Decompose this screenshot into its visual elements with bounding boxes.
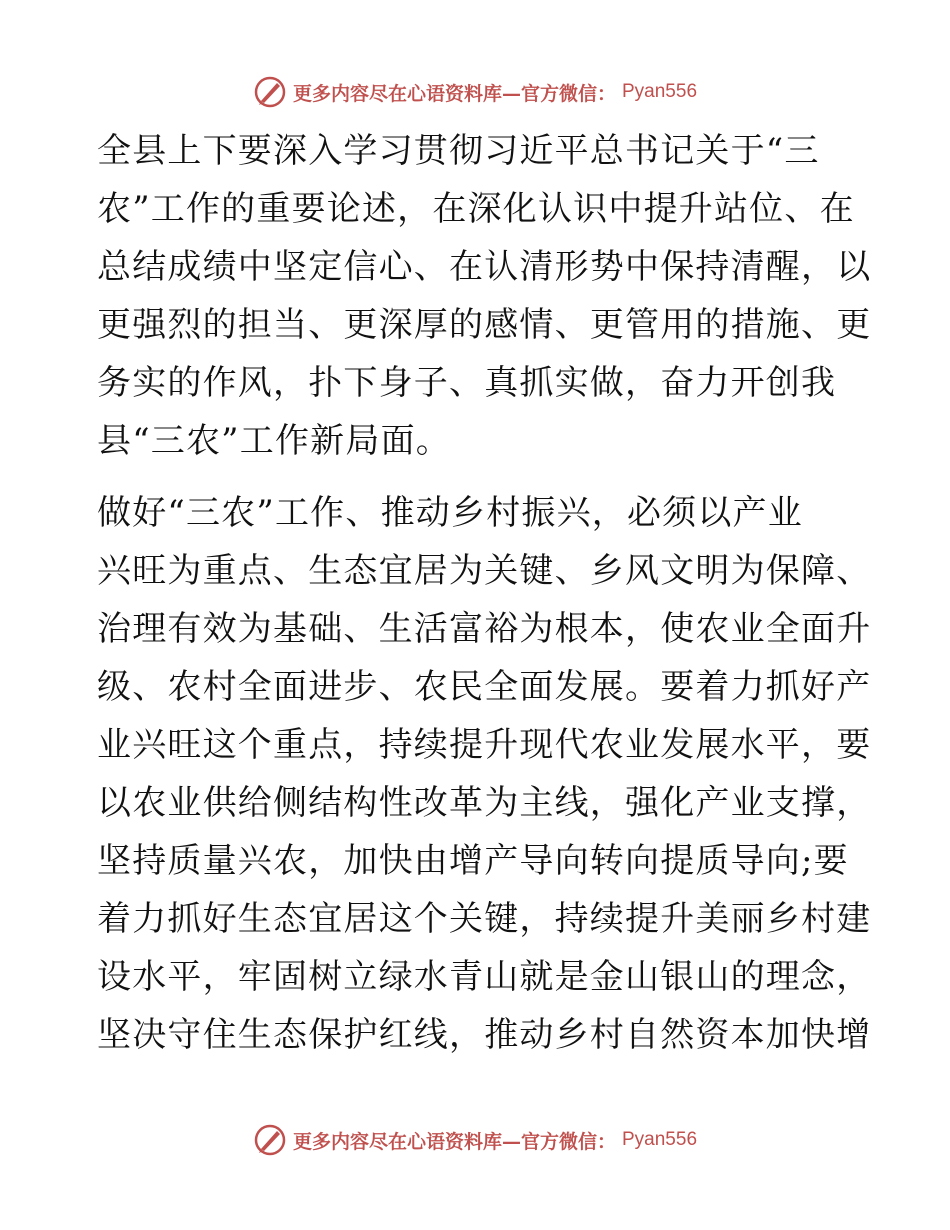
footer-watermark [0, 1120, 950, 1160]
watermark-text: 更多内容尽在心语资料库—官方微信： [292, 1130, 616, 1153]
watermark-wechat-id: Pyan556 [622, 81, 698, 102]
paragraph-line: 设水平，牢固树立绿水青山就是金山银山的理念， [97, 957, 872, 997]
paragraph-2 [97, 484, 872, 1064]
watermark-text: 更多内容尽在心语资料库—官方微信： [292, 82, 616, 105]
paragraph-line: 务实的作风，扑下身子、真抓实做，奋力开创我 [97, 363, 837, 403]
paragraph-line: 治理有效为基础、生活富裕为根本，使农业全面升 [97, 609, 872, 649]
header-watermark [0, 72, 950, 112]
watermark-wechat-id: Pyan556 [622, 1129, 698, 1150]
quill-logo-icon [253, 1123, 287, 1157]
paragraph-line: 总结成绩中坚定信心、在认清形势中保持清醒，以 [97, 247, 872, 287]
paragraph-line: 做好“三农”工作、推动乡村振兴，必须以产业 [97, 493, 803, 533]
paragraph-line: 以农业供给侧结构性改革为主线，强化产业支撑， [97, 783, 872, 823]
paragraph-line: 坚决守住生态保护红线，推动乡村自然资本加快增 [97, 1015, 872, 1055]
paragraph-line: 兴旺为重点、生态宜居为关键、乡风文明为保障、 [97, 551, 872, 591]
paragraph-line: 更强烈的担当、更深厚的感情、更管用的措施、更 [97, 305, 872, 345]
paragraph-spacer [97, 470, 857, 484]
paragraph-line: 坚持质量兴农，加快由增产导向转向提质导向;要 [97, 841, 849, 881]
paragraph-line: 着力抓好生态宜居这个关键，持续提升美丽乡村建 [97, 899, 872, 939]
paragraph-line: 农”工作的重要论述，在深化认识中提升站位、在 [97, 189, 855, 229]
document-body [97, 122, 872, 1064]
quill-logo-icon [253, 75, 287, 109]
paragraph-1 [97, 122, 872, 470]
paragraph-line: 全县上下要深入学习贯彻习近平总书记关于“三 [97, 131, 820, 171]
paragraph-line: 级、农村全面进步、农民全面发展。要着力抓好产 [97, 667, 872, 707]
paragraph-line: 业兴旺这个重点，持续提升现代农业发展水平，要 [97, 725, 872, 765]
paragraph-line: 县“三农”工作新局面。 [97, 421, 451, 461]
